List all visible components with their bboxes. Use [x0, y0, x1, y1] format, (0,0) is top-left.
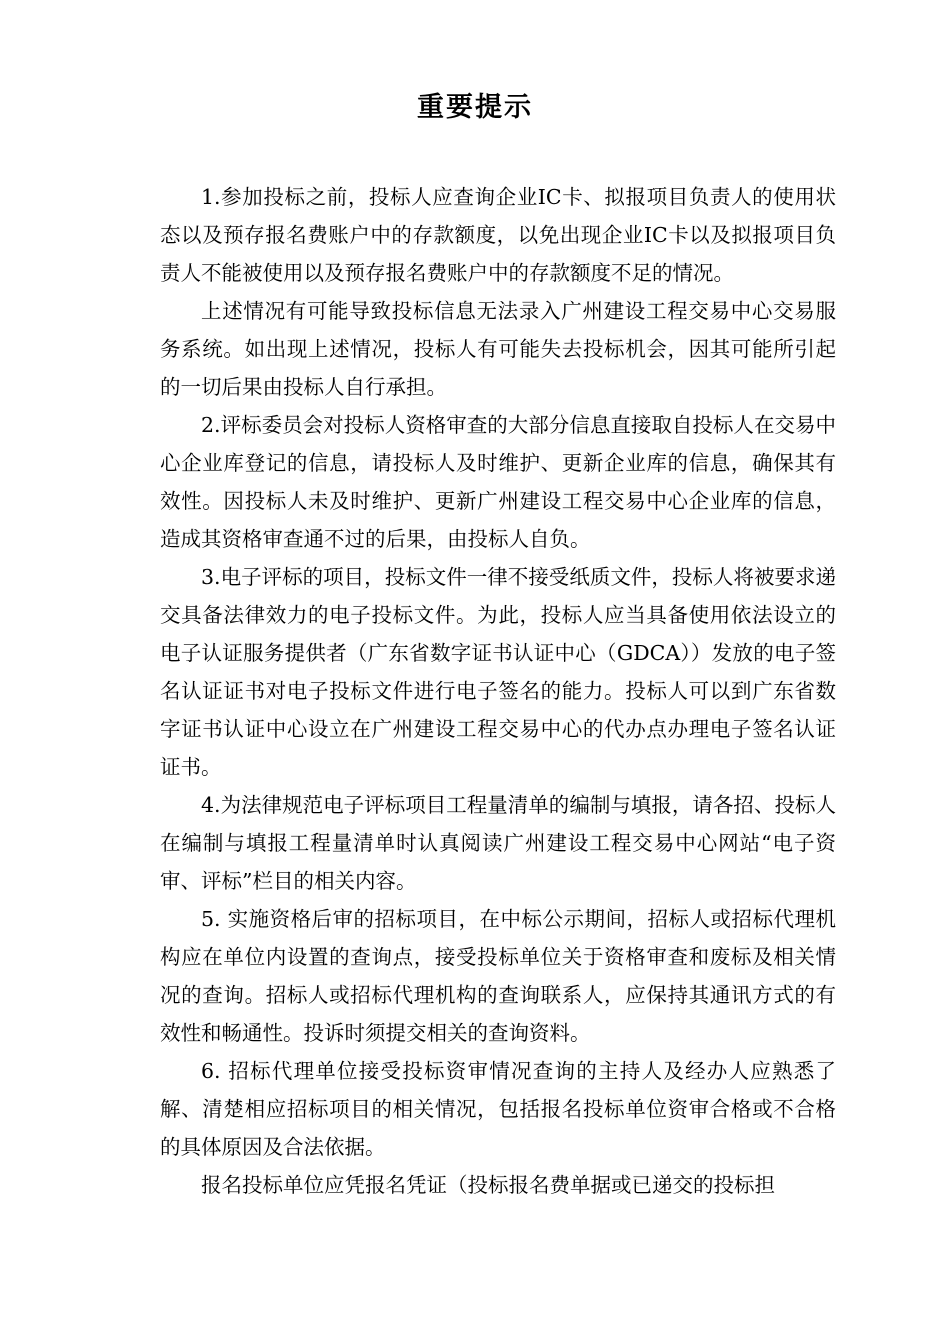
paragraph-5-post-qualification: 5. 实施资格后审的招标项目，在中标公示期间，招标人或招标代理机构应在单位内设置的查询点，接受投标单位关于资格审查和废标及相关情况的查询。招标人或招标代理机构的查询联系人，应保持其通讯方式的有效性和畅通性。投诉时须提交相关的查询资料。 — [160, 907, 836, 1045]
paragraph-1-ic-card-check: 1.参加投标之前，投标人应查询企业IC卡、拟报项目负责人的使用状态以及预存报名费账户中的存款额度，以免出现企业IC卡以及拟报项目负责人不能被使用以及预存报名费账户中的存款额度不足的情况。 — [160, 185, 836, 285]
paragraph-3-electronic-bidding: 3.电子评标的项目，投标文件一律不接受纸质文件，投标人将被要求递交具备法律效力的电子投标文件。为此，投标人应当具备使用依法设立的电子认证服务提供者（广东省数字证书认证中心（GDCA））发放的电子签名认证证书对电子投标文件进行电子签名的能力。投标人可以到广东省数字证书认证中心设立在广州建设工程交易中心的代办点办理电子签名认证证书。 — [160, 565, 836, 779]
document-body — [160, 178, 836, 1204]
document-title: 重要提示 — [417, 92, 533, 123]
paragraph-4-bill-of-quantities: 4.为法律规范电子评标项目工程量清单的编制与填报，请各招、投标人在编制与填报工程量清单时认真阅读广州建设工程交易中心网站“电子资审、评标”栏目的相关内容。 — [160, 793, 836, 893]
paragraph-consequences: 上述情况有可能导致投标信息无法录入广州建设工程交易中心交易服务系统。如出现上述情况，投标人有可能失去投标机会，因其可能所引起的一切后果由投标人自行承担。 — [160, 299, 836, 399]
paragraph-2-enterprise-database: 2.评标委员会对投标人资格审查的大部分信息直接取自投标人在交易中心企业库登记的信息，请投标人及时维护、更新企业库的信息，确保其有效性。因投标人未及时维护、更新广州建设工程交易中心企业库的信息，造成其资格审查通不过的后果，由投标人自负。 — [160, 413, 836, 551]
paragraph-registration-voucher: 报名投标单位应凭报名凭证（投标报名费单据或已递交的投标担 — [201, 1173, 775, 1197]
paragraph-6-agency-inquiry: 6. 招标代理单位接受投标资审情况查询的主持人及经办人应熟悉了解、清楚相应招标项目的相关情况，包括报名投标单位资审合格或不合格的具体原因及合法依据。 — [160, 1059, 836, 1159]
